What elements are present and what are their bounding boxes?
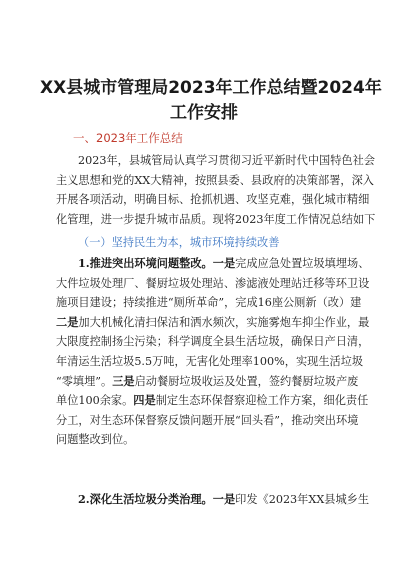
section-heading: 一、2023年工作总结 — [73, 131, 183, 145]
item1-text: 加大机械化清扫保洁和洒水频次，实施雾炮车抑尘作业，最 — [78, 315, 370, 329]
item1-line — [56, 391, 369, 411]
subsection-heading: （一）坚持民生为本，城市环境持续改善 — [78, 236, 280, 249]
item2-text: 印发《2023年XX县城乡生 — [235, 493, 370, 506]
item1-text: 单位100余家。 — [56, 394, 134, 408]
item1-third: 三是 — [112, 373, 135, 388]
intro-paragraph — [56, 151, 376, 229]
intro-line: 化管理，进一步提升城市品质。现将2023年度工作情况总结如下 — [56, 212, 376, 226]
item1-text: 启动餐厨垃圾收运及处置，签约餐厨垃圾产废 — [134, 374, 359, 388]
item1-line: 大限度控制扬尘污染；科学调度全县生活垃圾，确保日产日清， — [56, 335, 370, 349]
item1-line — [56, 313, 370, 333]
document-title — [40, 76, 382, 126]
intro-line: 2023年，县城管局认真学习贯彻习近平新时代中国特色社会 — [78, 154, 375, 167]
intro-line: 开展各项活动，明确目标、抢抓机遇、攻坚克难，强化城市精细 — [56, 193, 370, 207]
item1-line: 分工，对生态环保督察反馈问题开展“回头看”，推动突出环境 — [56, 413, 359, 427]
item1-second: 二是 — [56, 314, 79, 329]
item1-text: 制定生态环保督察迎检工作方案，细化责任 — [155, 394, 369, 408]
item1-line: 大件垃圾处理厂、餐厨垃圾处理站、渗滤液处理站迁移等环卫设 — [56, 276, 370, 290]
item1-line — [56, 254, 370, 274]
item2-paragraph — [56, 490, 370, 510]
item1-paragraph — [56, 254, 370, 450]
item1-lead: 1.推进突出环境问题整改。 — [78, 256, 213, 270]
title-line-2: 工作安排 — [170, 103, 238, 123]
item2-lead: 2.深化生活垃圾分类治理。 — [78, 492, 213, 506]
item2-line — [56, 490, 370, 510]
title-line-1: XX县城市管理局2023年工作总结暨2024年 — [40, 78, 382, 98]
item1-line: 施项目建设；持续推进“厕所革命”，完成16座公厕新（改）建 — [56, 296, 362, 310]
item1-fourth: 四是 — [133, 393, 156, 408]
intro-line: 主义思想和党的XX大精神，按照县委、县政府的决策部署，深入 — [56, 173, 374, 187]
item1-text: 完成应急处置垃圾填埋场、 — [235, 257, 370, 270]
item1-first: 一是 — [212, 256, 236, 270]
item1-line: 年清运生活垃圾5.5万吨，无害化处理率100%，实现生活垃圾 — [56, 354, 364, 368]
item1-text: “零填埋”。 — [56, 374, 113, 388]
item1-line: 问题整改到位。 — [56, 433, 135, 447]
item2-first: 一是 — [212, 492, 236, 506]
item1-line — [56, 372, 359, 392]
